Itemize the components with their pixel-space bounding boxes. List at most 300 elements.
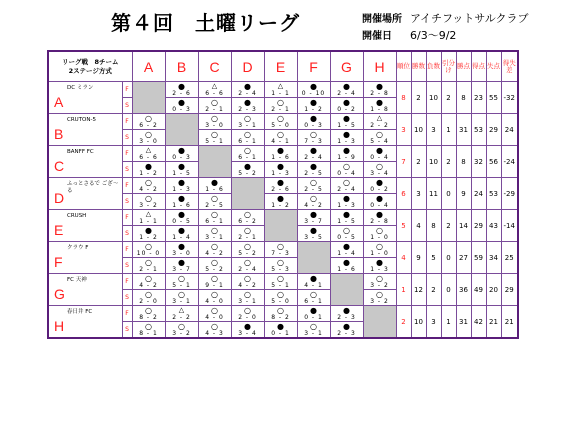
stat-value: 20 <box>486 274 501 306</box>
stage-label: S <box>122 194 132 210</box>
stage-label: F <box>122 274 132 290</box>
match-cell <box>297 146 330 162</box>
result-mark: ○ <box>376 129 383 139</box>
result-mark: ● <box>178 97 185 107</box>
team-letter: F <box>54 254 63 270</box>
result-mark: ○ <box>277 241 284 251</box>
match-cell <box>132 194 165 210</box>
stat-value: 53 <box>486 178 501 210</box>
result-mark: ○ <box>211 321 218 331</box>
result-mark: ○ <box>376 241 383 251</box>
stat-header: 勝点 <box>456 51 471 82</box>
result-mark: ○ <box>277 289 284 299</box>
result-mark: ● <box>376 209 383 219</box>
match-cell <box>231 98 264 114</box>
self-match-cell <box>165 114 198 146</box>
match-cell <box>198 226 231 242</box>
team-cell <box>48 178 122 210</box>
stage-label: F <box>122 114 132 130</box>
result-mark: ○ <box>211 193 218 203</box>
stat-value: 10 <box>426 146 441 178</box>
match-score: 4 - 1 <box>271 137 290 145</box>
result-mark: ○ <box>145 177 152 187</box>
match-cell <box>330 130 363 146</box>
team-letter: H <box>54 318 65 334</box>
column-header-f: F <box>297 51 330 82</box>
match-score: 5 - 2 <box>238 169 257 177</box>
result-mark: ○ <box>376 289 383 299</box>
stage-label: S <box>122 98 132 114</box>
match-cell <box>264 130 297 146</box>
match-score: 3 - 2 <box>370 297 389 305</box>
match-cell <box>132 226 165 242</box>
column-header-e: E <box>264 51 297 82</box>
match-score: 2 - 0 <box>139 297 158 305</box>
result-mark: ○ <box>145 193 152 203</box>
result-mark: ● <box>376 257 383 267</box>
team-name: クラウ F <box>67 245 89 251</box>
stage-label: F <box>122 146 132 162</box>
result-mark: ○ <box>211 273 218 283</box>
stat-value: 56 <box>486 146 501 178</box>
match-cell <box>363 178 396 194</box>
match-cell <box>165 226 198 242</box>
stat-value: 14 <box>456 210 471 242</box>
match-cell <box>231 306 264 322</box>
result-mark: ○ <box>211 241 218 251</box>
match-cell <box>165 82 198 98</box>
table-row <box>48 306 518 322</box>
result-mark: ○ <box>244 289 251 299</box>
match-cell <box>297 322 330 339</box>
team-name: FC 天神 <box>67 277 87 283</box>
self-match-cell <box>231 178 264 210</box>
date-value: 6/3〜9/2 <box>410 29 457 42</box>
match-cell <box>330 258 363 274</box>
stat-value: -24 <box>501 146 518 178</box>
match-cell <box>264 258 297 274</box>
match-score: 0 - 3 <box>172 153 191 161</box>
result-mark: ○ <box>310 129 317 139</box>
match-cell <box>165 274 198 290</box>
match-cell <box>297 82 330 98</box>
match-score: 0 - 3 <box>172 105 191 113</box>
match-cell <box>132 258 165 274</box>
match-score: 3 - 4 <box>370 169 389 177</box>
venue-label: 開催場所 <box>362 14 402 25</box>
match-score: 3 - 0 <box>172 249 191 257</box>
stat-value: 12 <box>411 274 426 306</box>
match-cell <box>132 306 165 322</box>
stage-label: F <box>122 82 132 98</box>
match-cell <box>330 226 363 242</box>
match-score: 1 - 2 <box>139 233 158 241</box>
match-score: 2 - 5 <box>304 169 323 177</box>
match-score: 2 - 3 <box>238 105 257 113</box>
column-header-b: B <box>165 51 198 82</box>
result-mark: ● <box>343 97 350 107</box>
match-cell <box>165 306 198 322</box>
stat-value: 31 <box>456 114 471 146</box>
team-cell <box>48 242 122 274</box>
stat-value: 55 <box>486 82 501 114</box>
match-cell <box>264 242 297 258</box>
result-mark: ○ <box>211 129 218 139</box>
result-mark: ● <box>211 177 218 187</box>
match-score: 1 - 5 <box>337 217 356 225</box>
match-cell <box>264 306 297 322</box>
match-cell <box>231 290 264 306</box>
stat-value: 2 <box>441 82 456 114</box>
team-cell <box>48 146 122 178</box>
match-score: 3 - 4 <box>238 329 257 337</box>
team-cell <box>48 210 122 242</box>
match-cell <box>132 130 165 146</box>
result-mark: ● <box>178 257 185 267</box>
match-cell <box>363 210 396 226</box>
self-match-cell <box>198 146 231 178</box>
match-cell <box>330 82 363 98</box>
stat-value: 5 <box>426 242 441 274</box>
result-mark: ● <box>343 113 350 123</box>
match-cell <box>132 146 165 162</box>
match-score: 1 - 3 <box>337 201 356 209</box>
result-mark: ○ <box>244 145 251 155</box>
match-cell <box>330 146 363 162</box>
result-mark: ● <box>376 177 383 187</box>
match-cell <box>297 130 330 146</box>
match-score: 5 - 0 <box>271 297 290 305</box>
stat-value: 6 <box>396 178 411 210</box>
result-mark: ○ <box>244 209 251 219</box>
match-cell <box>231 146 264 162</box>
match-cell <box>231 210 264 226</box>
match-cell <box>132 114 165 130</box>
match-score: 9 - 1 <box>205 281 224 289</box>
result-mark: ○ <box>277 129 284 139</box>
match-cell <box>198 178 231 194</box>
stage-label: F <box>122 242 132 258</box>
result-mark: ● <box>376 145 383 155</box>
stat-value: 1 <box>441 306 456 339</box>
match-cell <box>132 322 165 339</box>
result-mark: ○ <box>211 97 218 107</box>
match-score: 2 - 1 <box>139 265 158 273</box>
stat-value: 27 <box>456 242 471 274</box>
result-mark: ○ <box>343 177 350 187</box>
result-mark: ○ <box>178 289 185 299</box>
match-score: 5 - 3 <box>271 265 290 273</box>
match-cell <box>132 162 165 178</box>
stat-value: 25 <box>501 242 518 274</box>
result-mark: ● <box>145 225 152 235</box>
column-header-a: A <box>132 51 165 82</box>
stat-value: -32 <box>501 82 518 114</box>
stat-value: 2 <box>396 306 411 339</box>
result-mark: ● <box>343 129 350 139</box>
match-cell <box>363 146 396 162</box>
stat-value: 8 <box>456 146 471 178</box>
stat-value: 1 <box>396 274 411 306</box>
match-score: 2 - 5 <box>205 201 224 209</box>
result-mark: ● <box>277 321 284 331</box>
match-score: 1 - 2 <box>139 169 158 177</box>
match-score: 6 - 1 <box>205 217 224 225</box>
venue-info <box>362 10 528 26</box>
match-score: 1 - 9 <box>337 153 356 161</box>
match-score: 1 - 5 <box>337 121 356 129</box>
team-letter: G <box>54 286 65 302</box>
match-cell <box>330 178 363 194</box>
result-mark: ● <box>244 161 251 171</box>
match-score: 0 - 5 <box>172 217 191 225</box>
match-score: 6 - 6 <box>139 153 158 161</box>
match-cell <box>165 98 198 114</box>
stat-value: 36 <box>456 274 471 306</box>
match-cell <box>264 146 297 162</box>
result-mark: ○ <box>211 305 218 315</box>
stat-header: 失点 <box>486 51 501 82</box>
result-mark: ● <box>244 81 251 91</box>
stat-value: 21 <box>486 306 501 339</box>
result-mark: ● <box>376 193 383 203</box>
match-score: 0 - 3 <box>304 121 323 129</box>
stage-label: S <box>122 130 132 146</box>
column-header-g: G <box>330 51 363 82</box>
result-mark: △ <box>376 113 383 122</box>
result-mark: ● <box>310 161 317 171</box>
result-mark: ○ <box>244 273 251 283</box>
result-mark: ● <box>310 273 317 283</box>
match-cell <box>132 210 165 226</box>
match-score: 7 - 3 <box>304 137 323 145</box>
match-cell <box>297 290 330 306</box>
team-letter: B <box>54 126 64 142</box>
stage-label: S <box>122 162 132 178</box>
match-score: 4 - 2 <box>238 281 257 289</box>
stat-value: 2 <box>441 146 456 178</box>
stage-label: S <box>122 322 132 339</box>
match-score: 4 - 2 <box>139 185 158 193</box>
table-row <box>48 146 518 162</box>
match-cell <box>132 274 165 290</box>
result-mark: ○ <box>244 241 251 251</box>
match-score: 2 - 5 <box>304 185 323 193</box>
match-cell <box>363 162 396 178</box>
match-cell <box>264 114 297 130</box>
match-score: 0 - 10 <box>301 89 326 97</box>
match-score: 3 - 2 <box>370 281 389 289</box>
match-cell <box>363 290 396 306</box>
match-score: 3 - 5 <box>304 233 323 241</box>
match-cell <box>198 98 231 114</box>
match-score: 5 - 0 <box>271 121 290 129</box>
stat-header: 得点 <box>471 51 486 82</box>
table-row <box>48 178 518 194</box>
stat-value: 4 <box>411 210 426 242</box>
match-score: 4 - 1 <box>304 281 323 289</box>
match-score: 0 - 2 <box>337 105 356 113</box>
team-cell <box>48 274 122 306</box>
match-cell <box>165 146 198 162</box>
result-mark: ○ <box>310 289 317 299</box>
match-cell <box>165 258 198 274</box>
match-cell <box>231 162 264 178</box>
result-mark: △ <box>145 145 152 154</box>
match-cell <box>297 306 330 322</box>
match-score: 1 - 6 <box>205 185 224 193</box>
match-score: 8 - 1 <box>139 329 158 337</box>
match-cell <box>165 210 198 226</box>
result-mark: ● <box>178 193 185 203</box>
match-cell <box>297 274 330 290</box>
result-mark: ○ <box>376 161 383 171</box>
result-mark: ○ <box>211 225 218 235</box>
result-mark: ○ <box>244 305 251 315</box>
match-cell <box>363 130 396 146</box>
team-letter: C <box>54 158 65 174</box>
match-cell <box>363 226 396 242</box>
match-score: 0 - 1 <box>304 313 323 321</box>
result-mark: ○ <box>145 129 152 139</box>
team-letter: E <box>54 222 64 238</box>
match-cell <box>165 162 198 178</box>
match-cell <box>264 194 297 210</box>
match-score: 2 - 6 <box>271 185 290 193</box>
stat-value: 49 <box>471 274 486 306</box>
match-score: 5 - 2 <box>205 265 224 273</box>
match-score: 2 - 4 <box>238 89 257 97</box>
stat-value: -14 <box>501 210 518 242</box>
match-score: 0 - 1 <box>271 329 290 337</box>
match-score: 6 - 6 <box>205 89 224 97</box>
result-mark: ● <box>343 305 350 315</box>
stat-value: 31 <box>456 306 471 339</box>
stat-value: 9 <box>456 178 471 210</box>
match-score: 2 - 1 <box>238 233 257 241</box>
result-mark: ● <box>343 81 350 91</box>
match-score: 1 - 1 <box>139 217 158 225</box>
corner-header <box>48 51 132 82</box>
match-cell <box>330 98 363 114</box>
match-score: 3 - 2 <box>172 329 191 337</box>
result-mark: ● <box>178 161 185 171</box>
match-score: 4 - 2 <box>139 281 158 289</box>
result-mark: ● <box>343 257 350 267</box>
match-score: 2 - 1 <box>205 105 224 113</box>
table-row <box>48 242 518 258</box>
stat-value: 5 <box>396 210 411 242</box>
match-score: 4 - 0 <box>205 313 224 321</box>
match-cell <box>165 322 198 339</box>
stage-label: S <box>122 258 132 274</box>
match-cell <box>198 242 231 258</box>
stat-value: 0 <box>441 178 456 210</box>
stat-value: 3 <box>411 178 426 210</box>
match-cell <box>297 226 330 242</box>
table-row <box>48 82 518 98</box>
stat-value: 11 <box>426 178 441 210</box>
stat-header: 勝数 <box>411 51 426 82</box>
match-score: 0 - 4 <box>370 201 389 209</box>
match-score: 1 - 8 <box>370 105 389 113</box>
match-cell <box>297 178 330 194</box>
result-mark: ● <box>310 97 317 107</box>
stat-value: 3 <box>396 114 411 146</box>
match-cell <box>363 98 396 114</box>
match-cell <box>231 226 264 242</box>
match-score: 5 - 1 <box>205 137 224 145</box>
match-cell <box>264 82 297 98</box>
stat-value: 32 <box>471 146 486 178</box>
stat-value: 8 <box>456 82 471 114</box>
match-cell <box>132 290 165 306</box>
stat-value: 42 <box>471 306 486 339</box>
stat-value: 24 <box>471 178 486 210</box>
match-cell <box>231 242 264 258</box>
match-cell <box>198 82 231 98</box>
venue-value: アイチフットサルクラブ <box>410 12 529 25</box>
result-mark: ○ <box>277 257 284 267</box>
self-match-cell <box>132 82 165 114</box>
league-table <box>47 50 519 339</box>
result-mark: ● <box>310 145 317 155</box>
result-mark: ○ <box>343 225 350 235</box>
stat-value: 43 <box>486 210 501 242</box>
match-score: 1 - 1 <box>271 89 290 97</box>
team-cell <box>48 114 122 146</box>
result-mark: ○ <box>145 113 152 123</box>
stage-label: S <box>122 226 132 242</box>
team-name: ふっとさるで ござ～る <box>67 181 119 194</box>
match-score: 2 - 6 <box>172 89 191 97</box>
match-score: 1 - 2 <box>271 201 290 209</box>
stat-value: 0 <box>441 242 456 274</box>
match-cell <box>297 210 330 226</box>
match-cell <box>198 130 231 146</box>
match-cell <box>165 178 198 194</box>
result-mark: ○ <box>376 273 383 283</box>
match-score: 1 - 6 <box>172 201 191 209</box>
match-score: 1 - 0 <box>370 233 389 241</box>
result-mark: ○ <box>211 113 218 123</box>
match-cell <box>231 130 264 146</box>
stat-value: 29 <box>501 274 518 306</box>
result-mark: ● <box>343 209 350 219</box>
match-score: 3 - 0 <box>205 121 224 129</box>
match-cell <box>330 210 363 226</box>
stat-value: 10 <box>411 114 426 146</box>
result-mark: ● <box>178 241 185 251</box>
match-score: 1 - 3 <box>172 185 191 193</box>
stat-value: 9 <box>411 242 426 274</box>
table-row <box>48 210 518 226</box>
result-mark: ○ <box>244 225 251 235</box>
result-mark: ○ <box>211 209 218 219</box>
result-mark: ○ <box>145 273 152 283</box>
match-cell <box>231 274 264 290</box>
result-mark: ○ <box>145 321 152 331</box>
result-mark: ● <box>343 241 350 251</box>
result-mark: ● <box>145 161 152 171</box>
result-mark: ○ <box>343 161 350 171</box>
self-match-cell <box>363 306 396 339</box>
match-cell <box>231 322 264 339</box>
team-name: CRUTON-5 <box>67 117 96 123</box>
stat-value: 29 <box>471 210 486 242</box>
match-cell <box>132 242 165 258</box>
match-cell <box>264 274 297 290</box>
